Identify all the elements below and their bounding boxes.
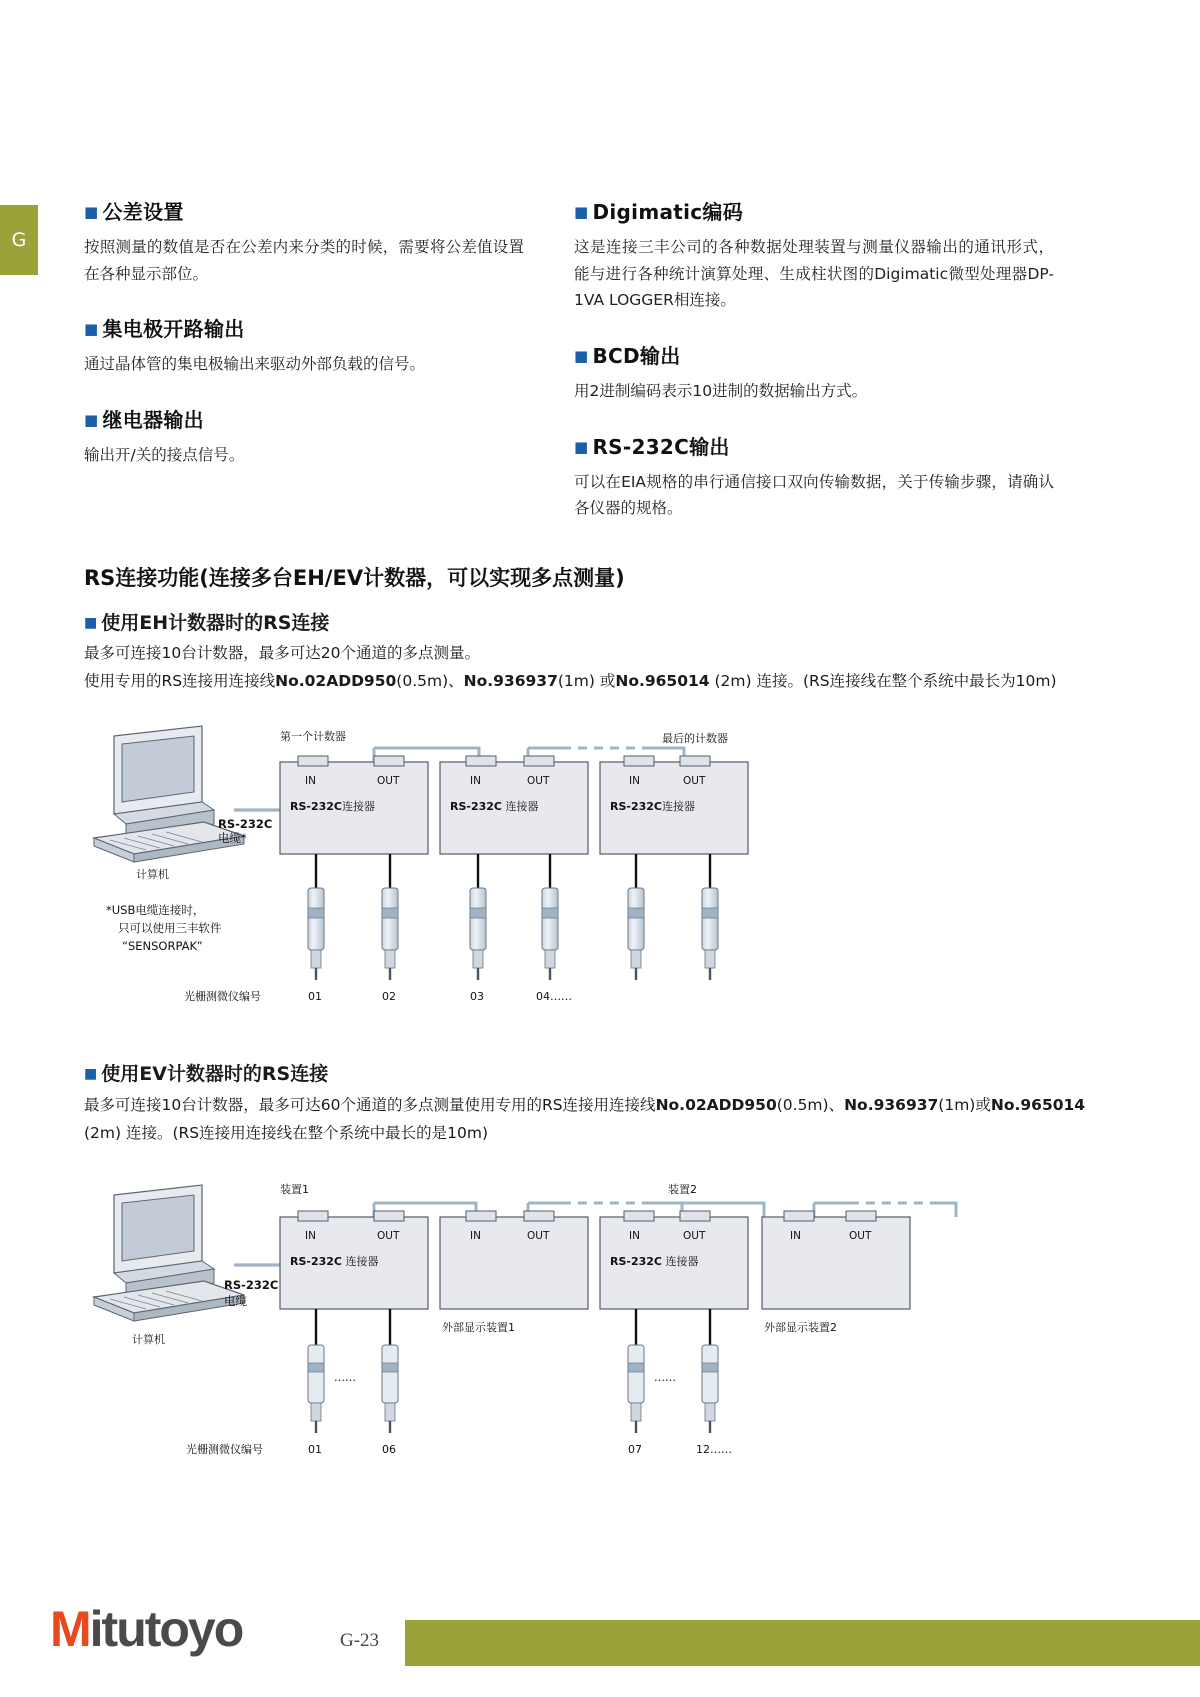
square-bullet-icon: ■ (84, 615, 98, 631)
computer-illustration-ev (94, 1185, 244, 1321)
label-probe-number-ev: 光栅测微仪编号 (186, 1443, 263, 1456)
probe-group-ev (308, 1309, 732, 1456)
ev-unit3-out: OUT (683, 1230, 706, 1242)
ev-unit1-in: IN (305, 1230, 316, 1242)
topic-rs232c-output (574, 431, 1054, 522)
note-usb-line2: 只可以使用三丰软件 (118, 921, 222, 935)
unit1-name: RS-232C连接器 (290, 800, 375, 813)
heading-relay-output: ■ 继电器输出 (84, 407, 204, 432)
heading-digimatic-code: ■ Digimatic编码 (574, 200, 744, 224)
counter-unit-1 (280, 756, 428, 854)
logo-m: M (50, 1601, 90, 1657)
body-rs232c-output: 可以在EIA规格的串行通信接口双向传输数据，关于传输步骤，请确认各仪器的规格。 (574, 472, 1054, 518)
ev-unit-2 (440, 1211, 588, 1309)
label-cable-title-eh: RS-232C (218, 817, 273, 831)
body-relay-output: 输出开/关的接点信号。 (84, 445, 245, 464)
ev-unit4-in: IN (790, 1230, 801, 1242)
label-computer-eh: 计算机 (136, 868, 169, 881)
heading-rs232c-output: ■ RS-232C输出 (574, 434, 730, 459)
square-bullet-icon: ■ (84, 1066, 98, 1082)
unit2-name: RS-232C 连接器 (450, 800, 539, 813)
probe-number-01: 01 (308, 990, 322, 1003)
probe-number-02: 02 (382, 990, 396, 1003)
ev-unit-4 (762, 1211, 910, 1309)
ev-unit-3 (600, 1211, 748, 1309)
ev-ellipsis-1: …… (334, 1371, 356, 1384)
square-bullet-icon: ■ (84, 203, 99, 221)
diagram-ev-rs-connection (84, 1165, 1114, 1465)
heading-eh-rs-connection: ■ 使用EH计数器时的RS连接 (84, 612, 330, 634)
tab-letter: G (11, 229, 27, 251)
label-last-counter: 最后的计数器 (662, 732, 728, 745)
probe-group-eh (308, 854, 718, 1003)
unit2-in-label: IN (470, 775, 481, 787)
body-open-collector-output: 通过晶体管的集电极输出来驱动外部负载的信号。 (84, 355, 426, 374)
heading-ev-rs-connection: ■ 使用EV计数器时的RS连接 (84, 1063, 329, 1085)
logo-rest: itutoyo (89, 1601, 243, 1657)
unit2-out-label: OUT (527, 775, 550, 787)
label-probe-number-eh: 光栅测微仪编号 (184, 990, 261, 1003)
ev-unit-1 (280, 1211, 428, 1309)
ev-unit2-in: IN (470, 1230, 481, 1242)
square-bullet-icon: ■ (84, 410, 99, 429)
left-text-column (84, 196, 524, 495)
ev-unit1-name: RS-232C 连接器 (290, 1255, 379, 1268)
ev-probe-number-07: 07 (628, 1443, 642, 1456)
body-eh-rs-connection (84, 640, 1104, 695)
ev-unit3-name: RS-232C 连接器 (610, 1255, 699, 1268)
topic-digimatic-code (574, 196, 1054, 314)
counter-unit-2 (440, 756, 588, 854)
label-device-2: 装置2 (668, 1183, 697, 1196)
unit3-out-label: OUT (683, 775, 706, 787)
label-computer-ev: 计算机 (132, 1333, 165, 1346)
ev-probe-number-12: 12…… (696, 1443, 732, 1456)
footer-accent-bar (405, 1620, 1200, 1666)
ev-unit2-out: OUT (527, 1230, 550, 1242)
section-tab-marker (0, 205, 38, 275)
label-ext-display-1: 外部显示装置1 (442, 1321, 515, 1334)
topic-relay-output (84, 404, 524, 469)
topic-bcd-output (574, 340, 1054, 405)
note-usb-line1: *USB电缆连接时， (106, 903, 205, 917)
body-tolerance-setting: 按照测量的数值是否在公差内来分类的时候，需要将公差值设置在各种显示部位。 (84, 238, 524, 283)
label-ext-display-2: 外部显示装置2 (764, 1321, 837, 1334)
unit3-in-label: IN (629, 775, 640, 787)
page-number: G-23 (340, 1630, 380, 1651)
ev-unit3-in: IN (629, 1230, 640, 1242)
probe-number-03: 03 (470, 990, 484, 1003)
unit1-in-label: IN (305, 775, 316, 787)
eh-line-2: 使用专用的RS连接用连接线No.02ADD950(0.5m)、No.936937(1m) 或No.965014 (2m) 连接。(RS连接线在整个系统中最长为10m) (84, 671, 1057, 690)
body-bcd-output: 用2进制编码表示10进制的数据输出方式。 (574, 381, 868, 400)
label-device-1: 装置1 (280, 1183, 309, 1196)
unit1-out-label: OUT (377, 775, 400, 787)
ev-ellipsis-2: …… (654, 1371, 676, 1384)
ev-probe-number-01: 01 (308, 1443, 322, 1456)
label-cable-title-ev: RS-232C (224, 1278, 279, 1292)
counter-unit-3 (600, 756, 748, 854)
square-bullet-icon: ■ (574, 346, 589, 365)
heading-tolerance-setting: ■ 公差设置 (84, 200, 184, 224)
ev-probe-number-06: 06 (382, 1443, 396, 1456)
square-bullet-icon: ■ (574, 437, 589, 456)
ev-unit1-out: OUT (377, 1230, 400, 1242)
section-title-rs-connection: RS连接功能(连接多台EH/EV计数器，可以实现多点测量) (84, 566, 625, 590)
body-digimatic-code: 这是连接三丰公司的各种数据处理装置与测量仪器输出的通讯形式，能与进行各种统计演算处理、生成柱状图的Digimatic微型处理器DP-1VA LOGGER相连接。 (574, 238, 1054, 310)
unit3-name: RS-232C连接器 (610, 800, 695, 813)
eh-line-1: 最多可连接10台计数器，最多可达20个通道的多点测量。 (84, 644, 480, 662)
ev-unit4-out: OUT (849, 1230, 872, 1242)
label-first-counter: 第一个计数器 (280, 730, 346, 743)
topic-tolerance-setting (84, 196, 524, 287)
note-usb-line3: “SENSORPAK” (122, 939, 203, 953)
diagram-eh-rs-connection (84, 718, 1114, 1018)
probe-number-04: 04…… (536, 990, 572, 1003)
brand-logo (50, 1600, 242, 1658)
heading-bcd-output: ■ BCD输出 (574, 343, 681, 368)
label-cable-sub-ev: 电缆 (224, 1294, 247, 1308)
label-cable-sub-eh: 电缆* (218, 831, 247, 845)
topic-open-collector-output (84, 313, 524, 378)
heading-open-collector-output: ■ 集电极开路输出 (84, 317, 245, 342)
square-bullet-icon: ■ (84, 320, 99, 339)
square-bullet-icon: ■ (574, 203, 589, 221)
right-text-column (574, 196, 1054, 548)
body-ev-rs-connection: 最多可连接10台计数器，最多可达60个通道的多点测量使用专用的RS连接用连接线No.02ADD950(0.5m)、No.936937(1m)或No.965014 (2m) 连接。(RS连接用连接线在整个系统中最长的是10m) (84, 1096, 1086, 1142)
